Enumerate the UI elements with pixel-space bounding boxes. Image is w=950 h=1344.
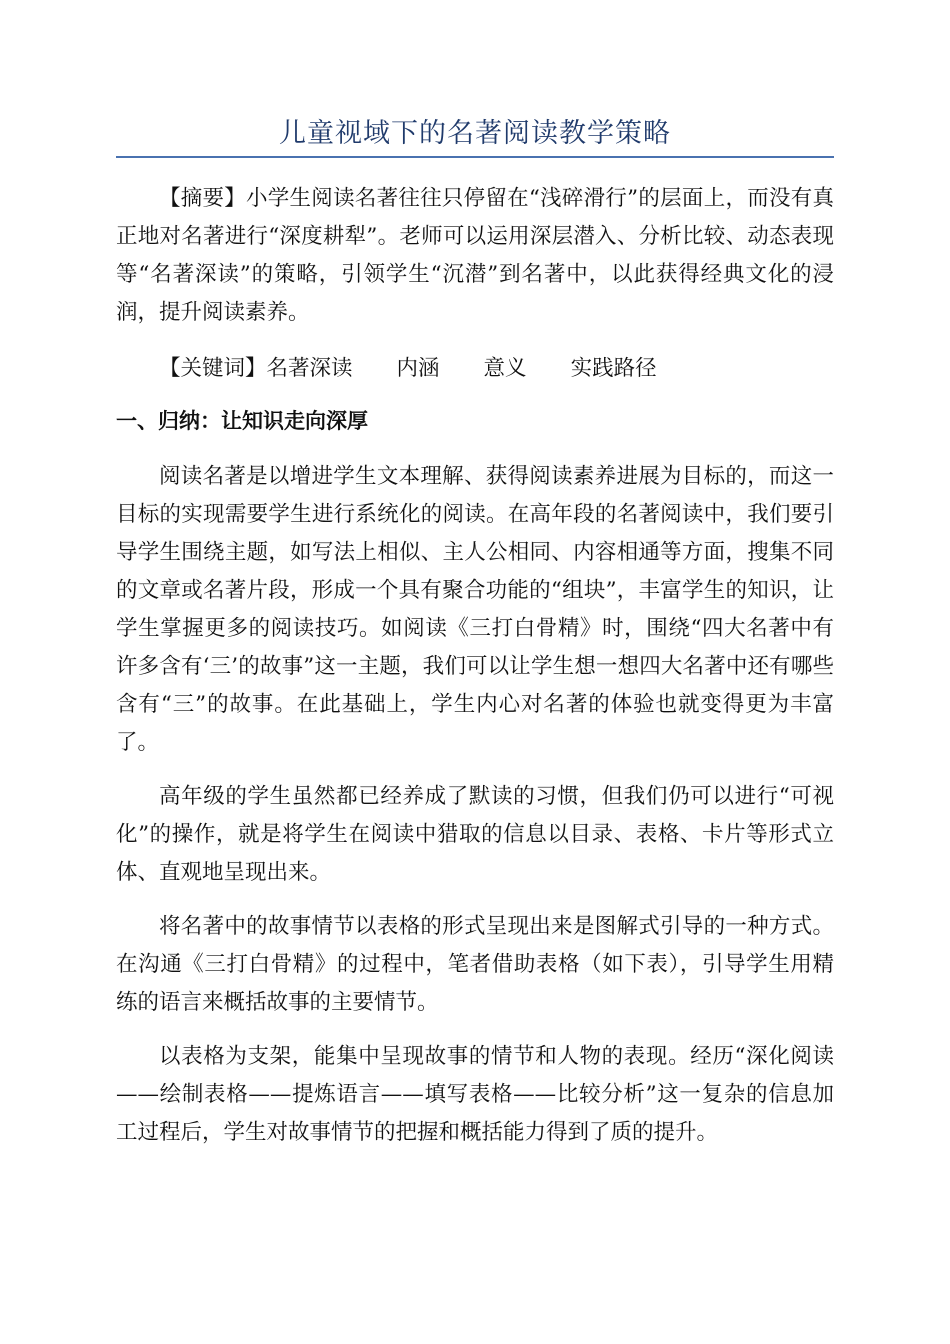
body-paragraph-3: 将名著中的故事情节以表格的形式呈现出来是图解式引导的一种方式。在沟通《三打白骨精》的过程中，笔者借助表格（如下表），引导学生用精练的语言来概括故事的主要情节。: [116, 914, 834, 1015]
keyword-1: 名著深读: [266, 356, 353, 381]
keywords-line: [116, 350, 834, 388]
keywords-label: 【关键词】: [159, 356, 267, 381]
document-title: 儿童视域下的名著阅读教学策略: [279, 118, 671, 149]
title-underline: [116, 156, 834, 158]
document-page: [116, 0, 834, 1152]
section-heading: 一、归纳：让知识走向深厚: [116, 409, 368, 433]
body-paragraph-4: 以表格为支架，能集中呈现故事的情节和人物的表现。经历“深化阅读——绘制表格——提炼语言——填写表格——比较分析”这一复杂的信息加工过程后，学生对故事情节的把握和概括能力得到了质的提升。: [116, 1044, 834, 1145]
keyword-3: 意义: [483, 356, 527, 381]
keyword-4: 实践路径: [570, 356, 657, 381]
body-paragraph-1: 阅读名著是以增进学生文本理解、获得阅读素养进展为目标的，而这一目标的实现需要学生进行系统化的阅读。在高年段的名著阅读中，我们要引导学生围绕主题，如写法上相似、主人公相同、内容相通等方面，搜集不同的文章或名著片段，形成一个具有聚合功能的“组块”，丰富学生的知识，让学生掌握更多的阅读技巧。如阅读《三打白骨精》时，围绕“四大名著中有许多含有‘三’的故事”这一主题，我们可以让学生想一想四大名著中还有哪些含有“三”的故事。在此基础上，学生内心对名著的体验也就变得更为丰富了。: [116, 464, 834, 755]
body-paragraph-2: 高年级的学生虽然都已经养成了默读的习惯，但我们仍可以进行“可视化”的操作，就是将学生在阅读中猎取的信息以目录、表格、卡片等形式立体、直观地呈现出来。: [116, 784, 834, 885]
abstract-paragraph: 【摘要】小学生阅读名著往往只停留在“浅碎滑行”的层面上，而没有真正地对名著进行“深度耕犁”。老师可以运用深层潜入、分析比较、动态表现等“名著深读”的策略，引领学生“沉潜”到名著中，以此获得经典文化的浸润，提升阅读素养。: [116, 186, 834, 325]
keyword-2: 内涵: [396, 356, 440, 381]
